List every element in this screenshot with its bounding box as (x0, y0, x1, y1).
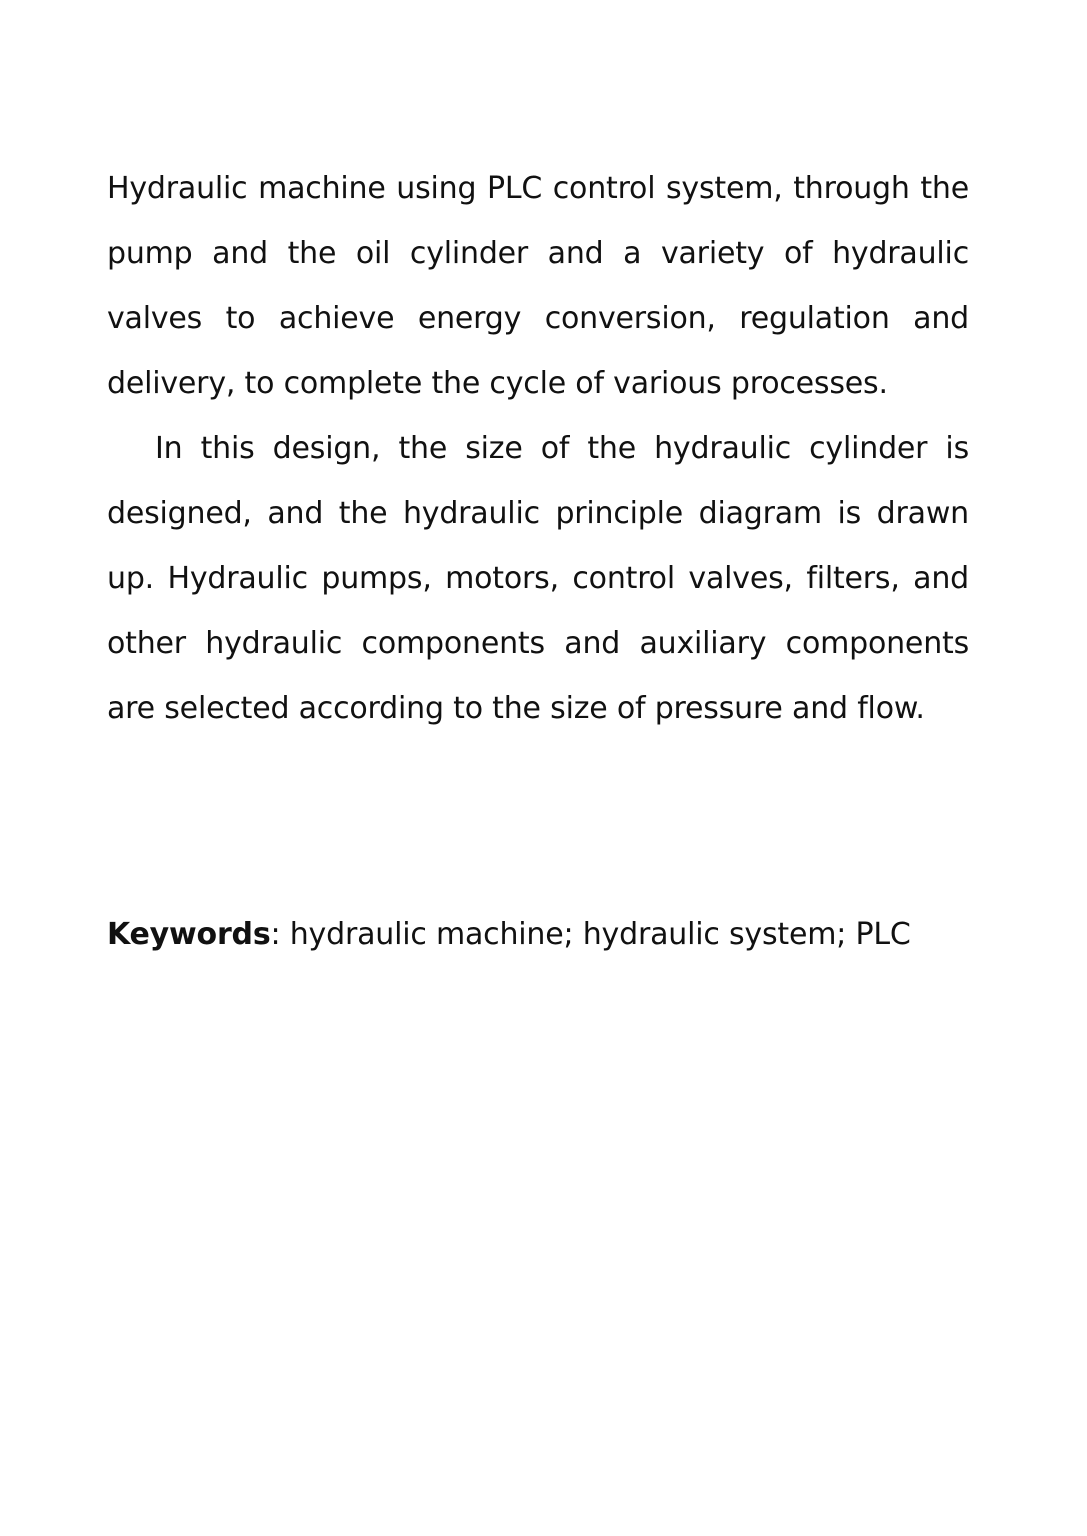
keywords-separator: : (270, 917, 290, 952)
abstract-paragraph-1: Hydraulic machine using PLC control system, through the pump and the oil cylinder and a variety of hydraulic valves to achieve energy conversion, regulation and delivery, to complete the cycle of various processes. (107, 171, 969, 401)
abstract-paragraph-2: In this design, the size of the hydraulic cylinder is designed, and the hydraulic principle diagram is drawn up. Hydraulic pumps, motors, control valves, filters, and other hydraulic components and auxiliary components are selected according to the size of pressure and flow. (107, 431, 969, 726)
keywords-line (107, 905, 1007, 965)
abstract-body (107, 156, 969, 741)
keywords-label: Keywords (107, 917, 271, 952)
keywords-value: hydraulic machine; hydraulic system; PLC (289, 917, 911, 952)
